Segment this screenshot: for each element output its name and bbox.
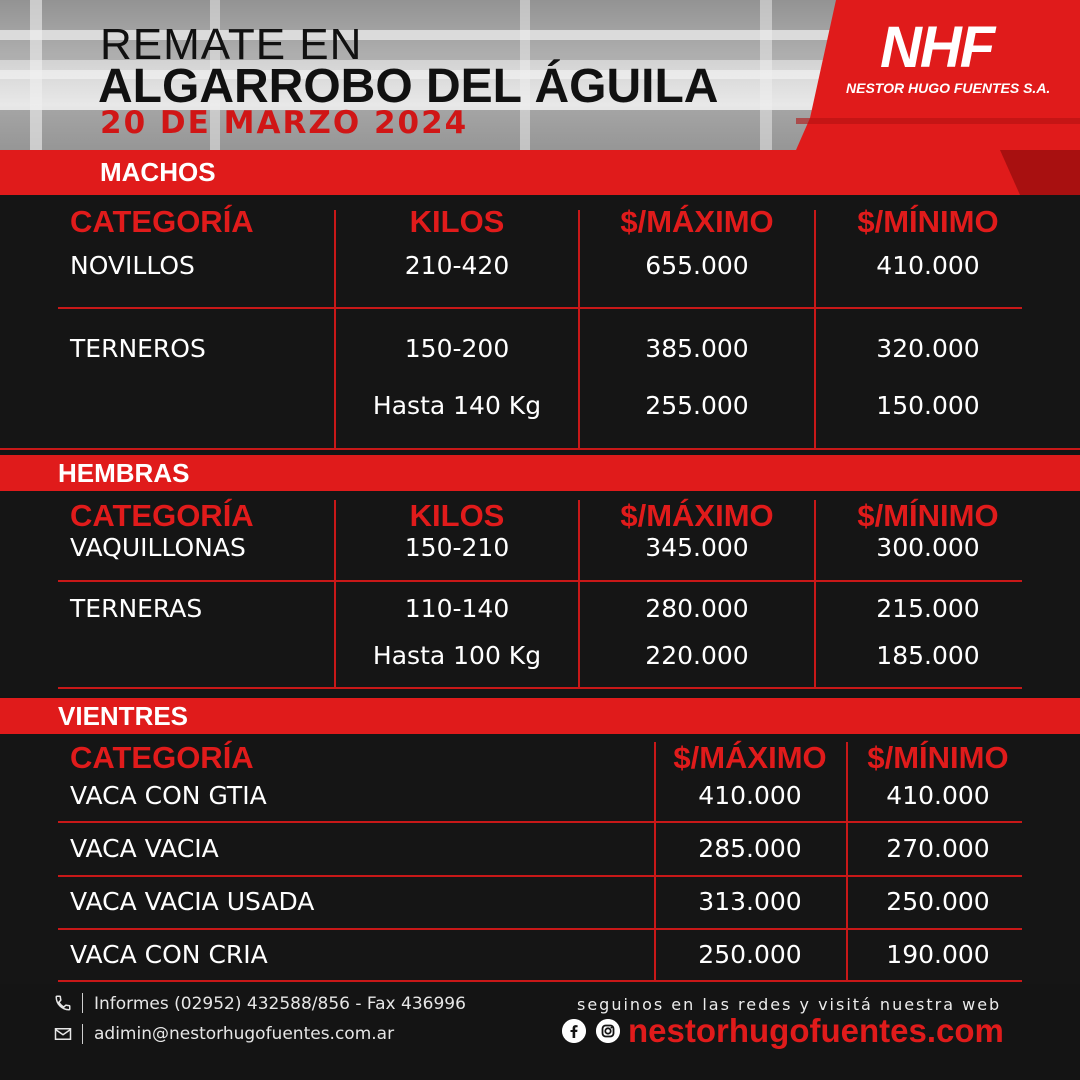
hembras-header-kilos: KILOS — [409, 498, 505, 533]
table-cell: 150.000 — [876, 391, 980, 420]
divider — [58, 821, 1022, 823]
table-cell: 285.000 — [698, 834, 802, 863]
separator — [82, 1024, 83, 1044]
vientres-header-min: $/MÍNIMO — [867, 740, 1009, 775]
table-cell: 410.000 — [698, 781, 802, 810]
email-link[interactable]: adimin@nestorhugofuentes.com.ar — [94, 1024, 395, 1044]
machos-header-max: $/MÁXIMO — [620, 204, 774, 239]
table-cell: 150-200 — [404, 334, 510, 363]
table-cell: 215.000 — [876, 594, 980, 623]
facebook-icon[interactable] — [562, 1019, 586, 1043]
company-name: NESTOR HUGO FUENTES S.A. — [846, 80, 1051, 96]
table-cell: 313.000 — [698, 887, 802, 916]
table-cell: 220.000 — [645, 641, 749, 670]
divider — [58, 980, 1022, 982]
title-line-1: REMATE EN — [100, 20, 363, 69]
mail-icon — [54, 1025, 72, 1043]
divider — [814, 500, 816, 688]
divider — [578, 500, 580, 688]
table-cell: 270.000 — [886, 834, 990, 863]
table-cell: 280.000 — [645, 594, 749, 623]
vientres-header-category: CATEGORÍA — [70, 740, 254, 775]
machos-header-min: $/MÍNIMO — [857, 204, 999, 239]
table-cell: TERNEROS — [70, 334, 206, 363]
website-link[interactable]: nestorhugofuentes.com — [628, 1012, 1004, 1049]
social-tagline: seguinos en las redes y visitá nuestra web — [577, 995, 1002, 1014]
divider — [578, 210, 580, 448]
vientres-title: VIENTRES — [58, 701, 189, 731]
table-cell: VACA VACIA — [70, 834, 219, 863]
divider — [334, 500, 336, 688]
divider — [58, 687, 1022, 689]
machos-header-category: CATEGORÍA — [70, 204, 254, 239]
divider — [814, 210, 816, 448]
table-cell: 150-210 — [404, 533, 510, 562]
table-cell: 110-140 — [404, 594, 510, 623]
divider — [58, 307, 1022, 309]
divider — [58, 928, 1022, 930]
table-cell: 385.000 — [645, 334, 749, 363]
divider — [0, 448, 1080, 450]
table-cell: VAQUILLONAS — [70, 533, 246, 562]
divider — [58, 875, 1022, 877]
table-cell: 345.000 — [645, 533, 749, 562]
title-line-2: ALGARROBO DEL ÁGUILA — [98, 60, 719, 113]
hembras-header-min: $/MÍNIMO — [857, 498, 999, 533]
table-cell: 210-420 — [404, 251, 510, 280]
table-cell: 300.000 — [876, 533, 980, 562]
table-cell: NOVILLOS — [70, 251, 195, 280]
machos-title: MACHOS — [100, 157, 216, 187]
table-cell: VACA CON GTIA — [70, 781, 267, 810]
header-banner — [0, 0, 1080, 150]
table-cell: Hasta 100 Kg — [372, 641, 542, 670]
instagram-icon[interactable] — [596, 1019, 620, 1043]
divider — [334, 210, 336, 448]
vientres-header-max: $/MÁXIMO — [673, 740, 827, 775]
table-cell: 655.000 — [645, 251, 749, 280]
auction-date: 20 DE MARZO 2024 — [100, 105, 469, 141]
table-cell: VACA VACIA USADA — [70, 887, 315, 916]
table-cell: TERNERAS — [70, 594, 203, 623]
table-cell: 320.000 — [876, 334, 980, 363]
logo-mark: NHF — [880, 15, 994, 80]
phone-icon — [54, 994, 72, 1012]
separator — [82, 993, 83, 1013]
table-cell: VACA CON CRIA — [70, 940, 268, 969]
bar-decoration — [960, 150, 1080, 195]
divider — [58, 580, 1022, 582]
divider — [654, 742, 656, 980]
table-cell: 250.000 — [886, 887, 990, 916]
table-cell: 250.000 — [698, 940, 802, 969]
machos-header-kilos: KILOS — [409, 204, 505, 239]
table-cell: 255.000 — [645, 391, 749, 420]
hembras-title: HEMBRAS — [58, 458, 190, 488]
hembras-header-category: CATEGORÍA — [70, 498, 254, 533]
phone-info: Informes (02952) 432588/856 - Fax 436996 — [94, 994, 466, 1014]
divider — [846, 742, 848, 980]
table-cell: 410.000 — [876, 251, 980, 280]
table-cell: Hasta 140 Kg — [372, 391, 542, 420]
table-cell: 410.000 — [886, 781, 990, 810]
table-cell: 185.000 — [876, 641, 980, 670]
hembras-header-max: $/MÁXIMO — [620, 498, 774, 533]
table-cell: 190.000 — [886, 940, 990, 969]
